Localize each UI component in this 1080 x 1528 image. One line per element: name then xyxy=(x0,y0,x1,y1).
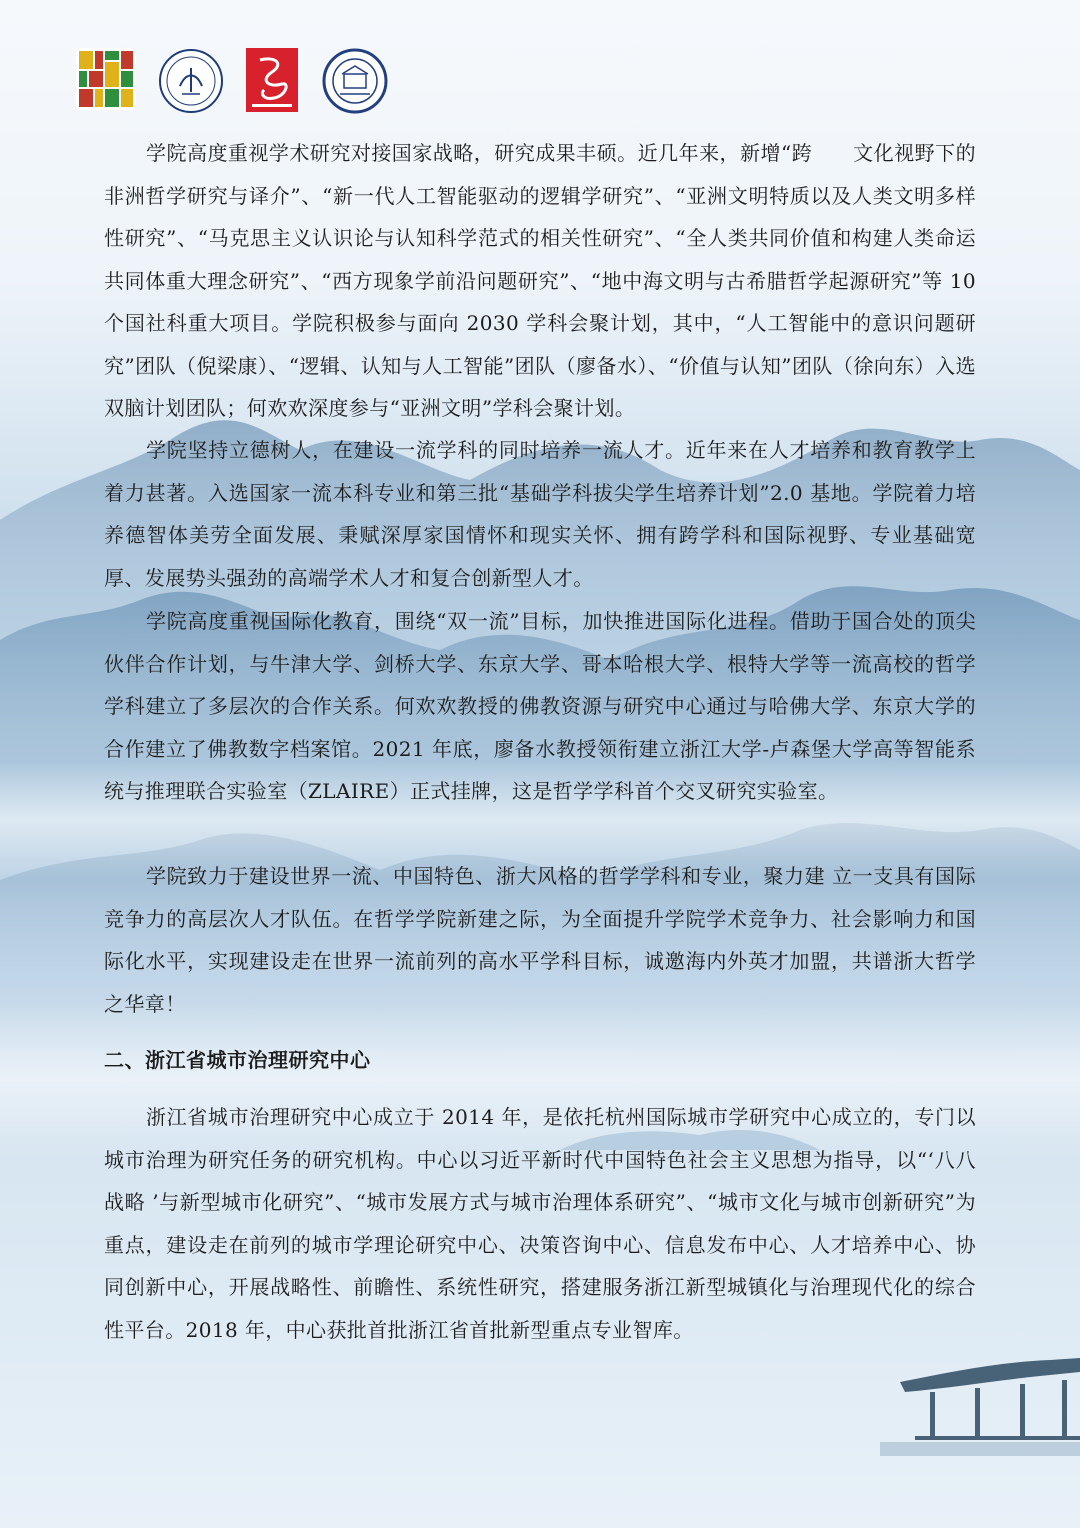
paragraph-talent-cultivation: 学院坚持立德树人，在建设一流学科的同时培养一流人才。近年来在人才培养和教育教学上着力甚著。入选国家一流本科专业和第三批“基础学科拔尖学生培养计划”2.0 基地。学院着力培养德智体美劳全面发展、秉赋深厚家国情怀和现实关怀、拥有跨学科和国际视野、专业基础宽厚、发展势头强劲的高端学术人才和复合创新型人才。 xyxy=(104,438,976,590)
colorful-grid-logo-icon xyxy=(76,48,136,110)
paragraph-urban-governance-center: 浙江省城市治理研究中心成立于 2014 年，是依托杭州国际城市学研究中心成立的，专门以城市治理为研究任务的研究机构。中心以习近平新时代中国特色社会主义思想为指导，以“‘八八战略 ’与新型城市化研究”、“城市发展方式与城市治理体系研究”、“城市文化与城市创新研究”为重点，建设走在前列的城市学理论研究中心、决策咨询中心、信息发布中心、人才培养中心、协同创新中心，开展战略性、前瞻性、系统性研究，搭建服务浙江新型城镇化与治理现代化的综合性平台。2018 年，中心获批首批浙江省首批新型重点专业智库。 xyxy=(104,1105,976,1342)
paragraph-internationalization: 学院高度重视国际化教育，围绕“双一流”目标，加快推进国际化进程。借助于国合处的顶尖伙伴合作计划，与牛津大学、剑桥大学、东京大学、哥本哈根大学、根特大学等一流高校的哲学学科建立了多层次的合作关系。何欢欢教授的佛教资源与研究中心通过与哈佛大学、东京大学的合作建立了佛教数字档案馆。2021 年底，廖备水教授领衔建立浙江大学-卢森堡大学高等智能系统与推理联合实验室（ZLAIRE）正式挂牌，这是哲学学科首个交叉研究实验室。 xyxy=(104,609,976,803)
paragraph-recruitment: 学院致力于建设世界一流、中国特色、浙大风格的哲学学科和专业，聚力建 立一支具有国际竞争力的高层次人才队伍。在哲学学院新建之际，为全面提升学院学术竞争力、社会影响力和国际化水平，实现建设走在世界一流前列的高水平学科目标，诚邀海内外英才加盟，共谱浙大哲学之华章！ xyxy=(104,864,976,1016)
red-emblem-logo-icon xyxy=(246,48,298,112)
section-heading: 二、浙江省城市治理研究中心 xyxy=(104,1048,371,1072)
paragraph-research: 学院高度重视学术研究对接国家战略，研究成果丰硕。近几年来，新增“跨 文化视野下的非洲哲学研究与译介”、“新一代人工智能驱动的逻辑学研究”、“亚洲文明特质以及人类文明多样性研究”、“马克思主义认识论与认知科学范式的相关性研究”、“全人类共同价值和构建人类命运共同体重大理念研究”、“西方现象学前沿问题研究”、“地中海文明与古希腊哲学起源研究”等 10 个国社科重大项目。学院积极参与面向 2030 学科会聚计划，其中，“人工智能中的意识问题研究”团队（倪梁康）、“逻辑、认知与人工智能”团队（廖备水）、“价值与认知”团队（徐向东）入选双脑计划团队；何欢欢深度参与“亚洲文明”学科会聚计划。 xyxy=(104,141,976,420)
blue-round-seal-icon xyxy=(322,48,388,114)
zhejiang-university-seal-icon xyxy=(158,48,224,114)
